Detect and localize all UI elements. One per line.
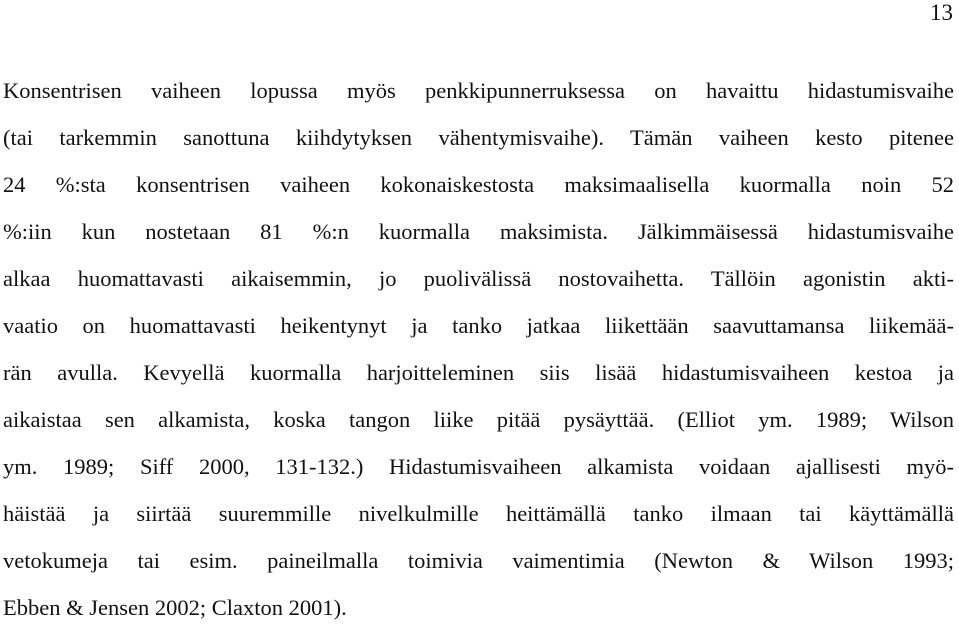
paragraph-line: Konsentrisen vaiheen lopussa myös penkkipunnerruksessa on havaittu hidastumisvaihe	[3, 78, 954, 103]
paragraph-line: (tai tarkemmin sanottuna kiihdytyksen vähentymisvaihe). Tämän vaiheen kesto pitenee	[3, 125, 954, 150]
body-paragraph	[3, 67, 954, 631]
paragraph-line: ym. 1989; Siff 2000, 131-132.) Hidastumisvaiheen alkamista voidaan ajallisesti myö-	[3, 454, 954, 479]
paragraph-line: Ebben & Jensen 2002; Claxton 2001).	[3, 595, 347, 620]
paragraph-line: aikaistaa sen alkamista, koska tangon liike pitää pysäyttää. (Elliot ym. 1989; Wilson	[3, 407, 954, 432]
paragraph-line: 24 %:sta konsentrisen vaiheen kokonaiskestosta maksimaalisella kuormalla noin 52	[3, 172, 954, 197]
paragraph-line: vetokumeja tai esim. paineilmalla toimivia vaimentimia (Newton & Wilson 1993;	[3, 548, 954, 573]
paragraph-line: %:iin kun nostetaan 81 %:n kuormalla maksimista. Jälkimmäisessä hidastumisvaihe	[3, 219, 954, 244]
paragraph-line: rän avulla. Kevyellä kuormalla harjoitteleminen siis lisää hidastumisvaiheen kestoa ja	[3, 360, 954, 385]
paragraph-line: alkaa huomattavasti aikaisemmin, jo puolivälissä nostovaihetta. Tällöin agonistin akti-	[3, 266, 954, 291]
paragraph-line: häistää ja siirtää suuremmille nivelkulmille heittämällä tanko ilmaan tai käyttämällä	[3, 501, 954, 526]
page-number: 13	[930, 0, 953, 25]
paragraph-line: vaatio on huomattavasti heikentynyt ja tanko jatkaa liikettään saavuttamansa liikemää-	[3, 313, 954, 338]
